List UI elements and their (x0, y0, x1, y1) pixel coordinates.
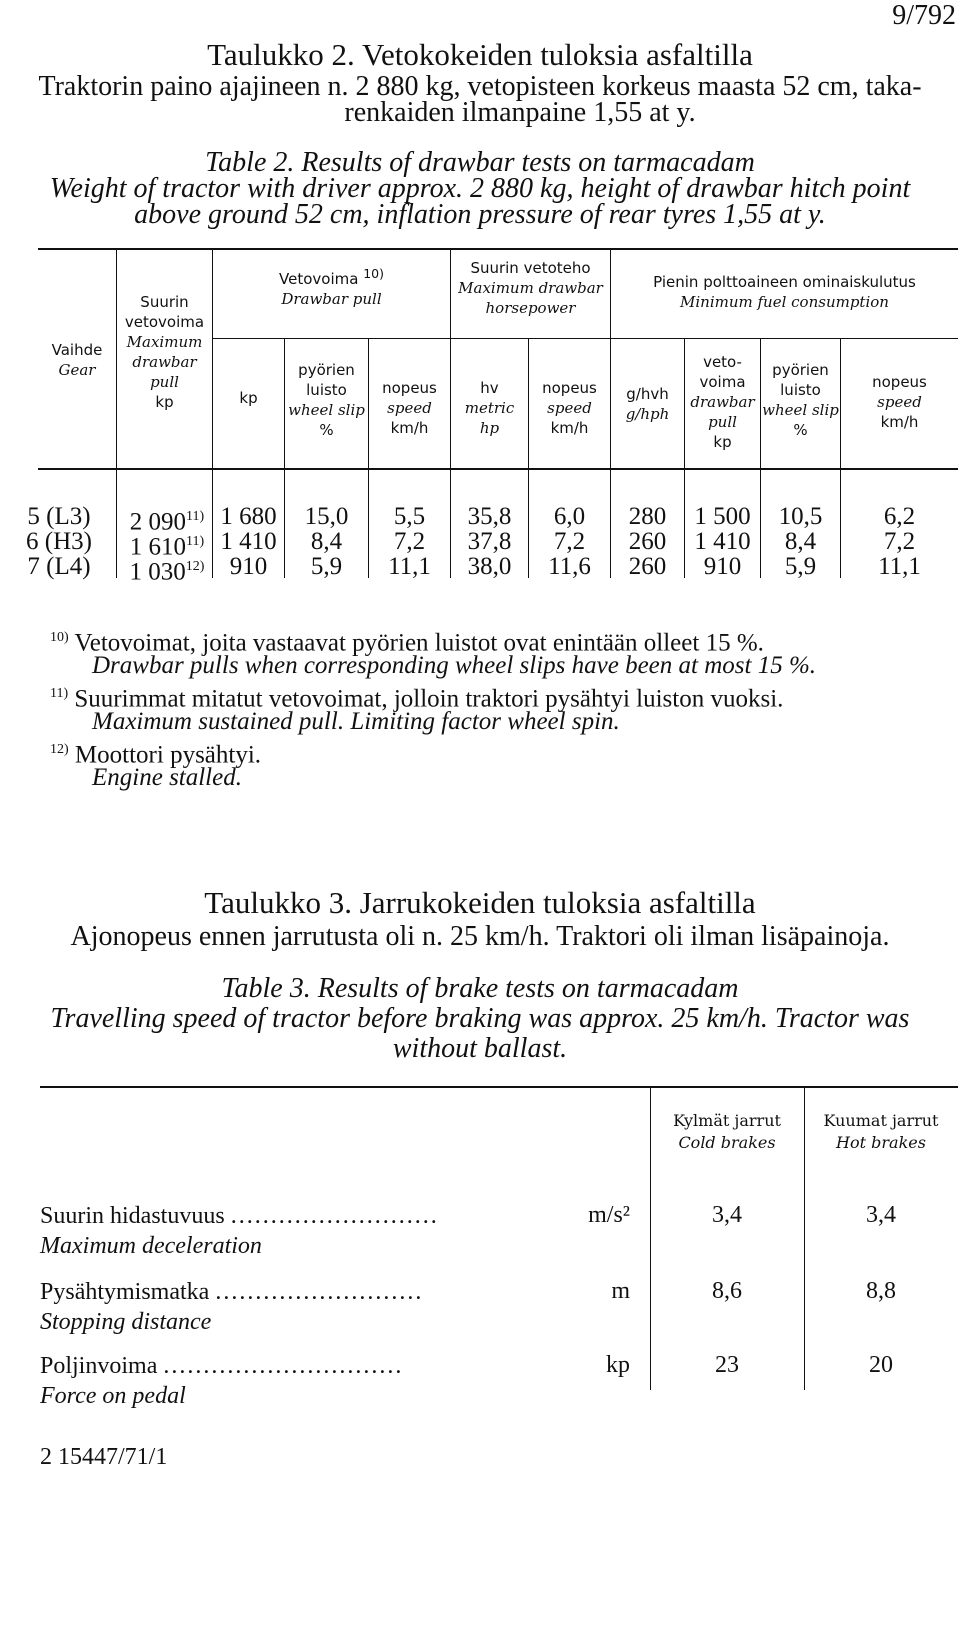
cell-g: 280 (628, 503, 667, 530)
table2-subtitle-en-1: Weight of tractor with driver approx. 2 880 kg, height of drawbar hitch point (49, 173, 911, 204)
row-label-en: Maximum deceleration (40, 1233, 262, 1259)
cell-hv-speed: 7,2 (553, 528, 586, 555)
header-speed: nopeus speed km/h (382, 379, 437, 437)
cell-speed: 5,5 (393, 503, 426, 530)
header-drawbar-pull-group: Vetovoima $^{10)}$ Drawbar pull (279, 266, 384, 308)
unit: kp (606, 1352, 630, 1378)
table2 (26, 248, 958, 600)
footnote-12-en: Engine stalled. (92, 764, 242, 791)
footnote-12-fi: $^{12)}$ Moottori pysähtyi. (50, 741, 262, 769)
header-fuel-group: Pienin polttoaineen ominaiskulutus Minimum fuel consumption (653, 273, 916, 311)
cell-speed: 7,2 (393, 528, 426, 555)
cell-fuel-speed: 11,1 (878, 553, 921, 580)
header-horsepower-group: Suurin vetoteho Maximum drawbar horsepower (458, 259, 603, 317)
cell-hv: 38,0 (467, 553, 512, 580)
row-label-en: Force on pedal (40, 1383, 186, 1409)
cell-g: 260 (628, 553, 667, 580)
cell-kp: 1 410 (220, 528, 277, 555)
footnote-10-en: Drawbar pulls when corresponding wheel slips have been at most 15 %. (92, 652, 817, 679)
cell-gear: 5 (L3) (27, 503, 91, 530)
row-label-stopping: Pysähtymismatka .......................... (40, 1279, 424, 1305)
table3-subtitle-en-2: without ballast. (392, 1033, 568, 1064)
cell-slip: 5,9 (310, 553, 343, 580)
cell-slip: 8,4 (310, 528, 343, 555)
row-label-en: Stopping distance (40, 1309, 212, 1335)
cell-max-pull: 2 090$^{11)}$ (129, 508, 205, 536)
cell-kp: 1 680 (220, 503, 277, 530)
footer-code: 2 15447/71/1 (40, 1444, 168, 1470)
header-hv: hv metric hp (464, 379, 515, 437)
cell-slip: 15,0 (304, 503, 349, 530)
cell-hot: 3,4 (866, 1202, 896, 1228)
footnote-11-fi: $^{11)}$ Suurimmat mitatut vetovoimat, jolloin traktori pysähtyi luiston vuoksi. (50, 685, 784, 713)
cell-g: 260 (628, 528, 667, 555)
cell-max-pull: 1 030$^{12)}$ (129, 558, 205, 586)
header-hot-brakes: Kuumat jarrut Hot brakes (823, 1111, 939, 1152)
unit: m (611, 1278, 630, 1304)
footnote-10-fi: $^{10)}$ Vetovoimat, joita vastaavat pyörien luistot ovat enintään olleet 15 %. (50, 629, 764, 657)
cell-hv: 35,8 (467, 503, 512, 530)
table3-title-fi: Taulukko 3. Jarrukokeiden tuloksia asfaltilla (204, 885, 756, 920)
header-fuel-slip: pyörien luisto wheel slip % (762, 361, 839, 439)
table3-title-en: Table 3. Results of brake tests on tarmacadam (221, 973, 739, 1004)
header-kp: kp (239, 389, 258, 407)
table2-title-fi: Taulukko 2. Vetokokeiden tuloksia asfaltilla (207, 37, 753, 72)
cell-fuel-kp: 1 410 (694, 528, 751, 555)
cell-fuel-slip: 5,9 (784, 553, 817, 580)
cell-fuel-slip: 10,5 (778, 503, 823, 530)
table2-top-rule (38, 248, 958, 250)
cell-fuel-slip: 8,4 (784, 528, 817, 555)
cell-max-pull: 1 610$^{11)}$ (129, 533, 205, 561)
header-fuel-speed: nopeus speed km/h (872, 373, 927, 431)
table3-subtitle-fi: Ajonopeus ennen jarrutusta oli n. 25 km/h. Traktori oli ilman lisäpainoja. (70, 921, 890, 952)
header-cold-brakes: Kylmät jarrut Cold brakes (673, 1111, 781, 1152)
cell-hv-speed: 6,0 (553, 503, 586, 530)
cell-hot: 20 (869, 1352, 893, 1378)
header-max-pull: Suurin vetovoima Maximum drawbar pull kp (124, 293, 205, 411)
table2-title-en: Table 2. Results of drawbar tests on tarmacadam (205, 147, 755, 178)
cell-hv: 37,8 (467, 528, 512, 555)
table2-group-rule (212, 338, 958, 339)
row-label-pedal: Poljinvoima .............................. (40, 1353, 404, 1379)
footnote-11-en: Maximum sustained pull. Limiting factor wheel spin. (92, 708, 620, 735)
cell-hv-speed: 11,6 (548, 553, 591, 580)
cell-fuel-speed: 7,2 (883, 528, 916, 555)
header-wheel-slip: pyörien luisto wheel slip % (288, 361, 365, 439)
table2-header-rule (38, 468, 958, 470)
cell-gear: 7 (L4) (27, 553, 91, 580)
header-gear: Vaihde Gear (51, 341, 103, 379)
unit: m/s² (588, 1202, 630, 1228)
table2-subtitle-fi-2: renkaiden ilmanpaine 1,55 at y. (344, 97, 696, 128)
row-label-deceleration: Suurin hidastuvuus .......................... (40, 1203, 439, 1229)
cell-fuel-kp: 910 (703, 553, 742, 580)
cell-cold: 3,4 (712, 1202, 742, 1228)
header-hp-speed: nopeus speed km/h (542, 379, 597, 437)
cell-gear: 6 (H3) (26, 528, 92, 555)
cell-speed: 11,1 (388, 553, 431, 580)
table3-top-rule (40, 1086, 958, 1088)
page-number: 9/792 (892, 0, 956, 31)
cell-kp: 910 (229, 553, 268, 580)
cell-fuel-speed: 6,2 (883, 503, 916, 530)
header-fuel-pull: veto- voima drawbar pull kp (690, 353, 755, 451)
header-ghvh: g/hvh g/hph (625, 385, 670, 423)
cell-cold: 8,6 (712, 1278, 742, 1304)
table2-subtitle-en-2: above ground 52 cm, inflation pressure of rear tyres 1,55 at y. (134, 199, 826, 230)
table2-subtitle-fi-1: Traktorin paino ajajineen n. 2 880 kg, vetopisteen korkeus maasta 52 cm, taka- (38, 71, 922, 102)
cell-fuel-kp: 1 500 (694, 503, 751, 530)
cell-cold: 23 (715, 1352, 739, 1378)
table3-subtitle-en-1: Travelling speed of tractor before braking was approx. 25 km/h. Tractor was (50, 1003, 910, 1034)
cell-hot: 8,8 (866, 1278, 896, 1304)
